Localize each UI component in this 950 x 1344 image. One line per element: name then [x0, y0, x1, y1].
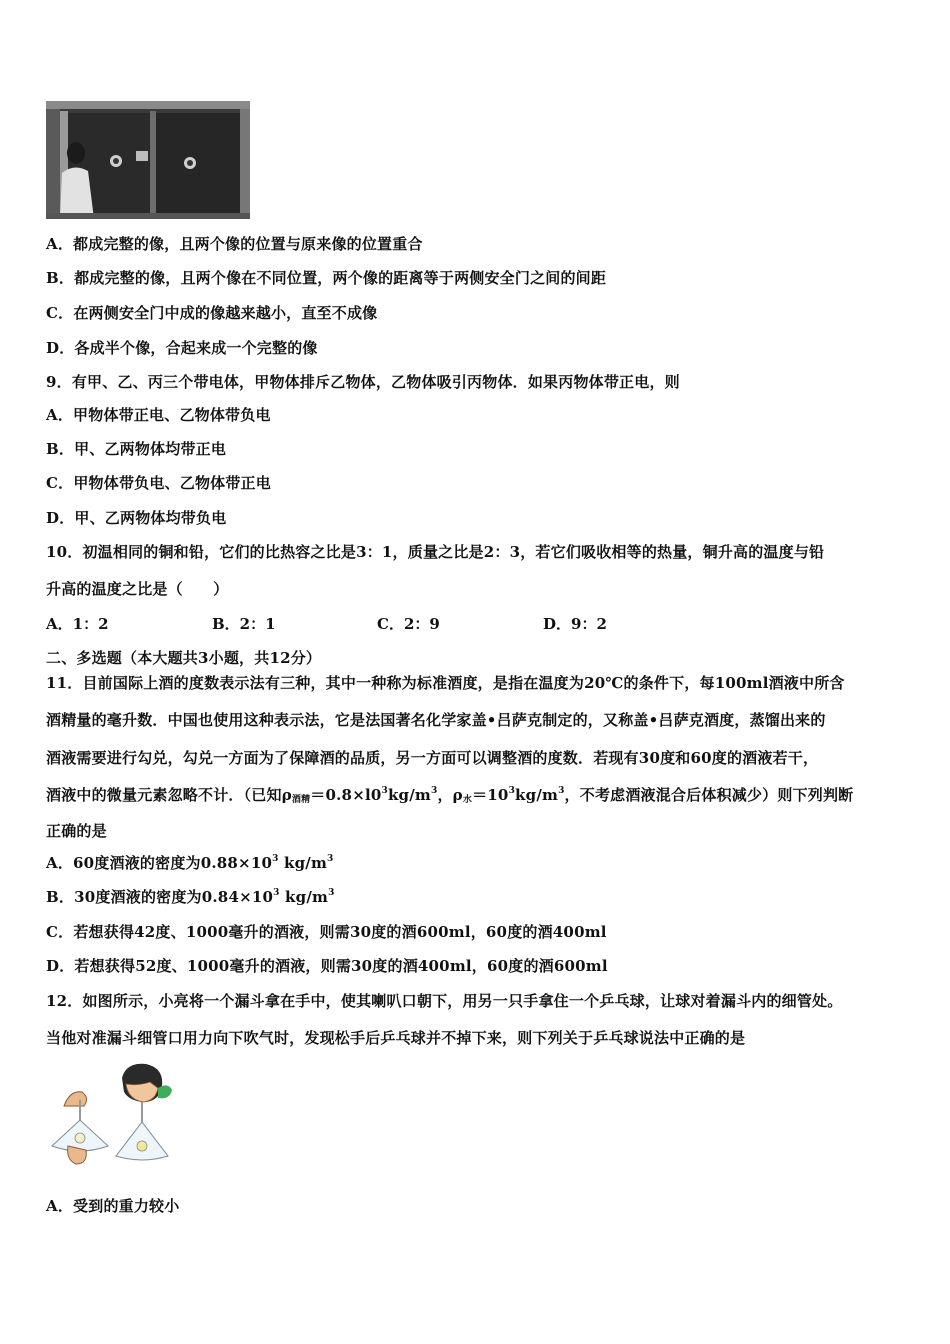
q12-option-a: A．受到的重力较小 — [46, 1197, 180, 1215]
q8-option-c: C．在两侧安全门中成的像越来越小，直至不成像 — [46, 304, 378, 322]
q9-option-d: D．甲、乙两物体均带负电 — [46, 509, 227, 527]
q11-option-c: C．若想获得42度、1000毫升的酒液，则需30度的酒600ml，60度的酒400ml — [46, 923, 607, 941]
q12-line2: 当他对准漏斗细管口用力向下吹气时，发现松手后乒乓球并不掉下来，则下列关于乒乓球说法中正确的是 — [46, 1029, 746, 1047]
q9-option-b: B．甲、乙两物体均带正电 — [46, 440, 227, 458]
q11-line2: 酒精量的毫升数．中国也使用这种表示法，它是法国著名化学家盖•吕萨克制定的，又称盖•吕萨克酒度，蒸馏出来的 — [46, 711, 826, 729]
q9-option-a: A．甲物体带正电、乙物体带负电 — [46, 406, 271, 424]
q10-option-b: B．2：1 — [212, 615, 276, 633]
q12-line1: 12．如图所示，小亮将一个漏斗拿在手中，使其喇叭口朝下，用另一只手拿住一个乒乓球，让球对着漏斗内的细管处。 — [46, 992, 843, 1010]
q11-line4: 酒液中的微量元素忽略不计．（已知$\rho_{酒精}=0.8\times l0^3kg/m^3$，$\rho_水=10^3kg/m^3$，不考虑酒液混合后体积减少）则下列判断 — [46, 786, 854, 805]
q11-line5: 正确的是 — [46, 822, 107, 840]
q10-option-a: A．1：2 — [46, 615, 109, 633]
q11-line1: 11．目前国际上酒的度数表示法有三种，其中一种称为标准酒度，是指在温度为20℃的条件下，每100ml酒液中所含 — [46, 674, 845, 692]
q10-stem-line1: 10．初温相同的铜和铅，它们的比热容之比是3：1，质量之比是2：3，若它们吸收相等的热量，铜升高的温度与铅 — [46, 543, 825, 561]
q9-stem: 9．有甲、乙、丙三个带电体，甲物体排斥乙物体，乙物体吸引丙物体．如果丙物体带正电，则 — [46, 373, 680, 391]
q10-stem-line2: 升高的温度之比是（ ） — [46, 580, 229, 598]
q8-option-d: D．各成半个像，合起来成一个完整的像 — [46, 339, 318, 357]
q10-options — [46, 613, 686, 633]
q8-option-b: B．都成完整的像，且两个像在不同位置，两个像的距离等于两侧安全门之间的间距 — [46, 269, 607, 287]
section2-title: 二、多选题（本大题共3小题，共12分） — [46, 649, 322, 667]
q10-option-d: D．9：2 — [543, 615, 607, 633]
safety-door-photo — [46, 101, 250, 219]
q8-option-a: A．都成完整的像，且两个像的位置与原来像的位置重合 — [46, 235, 423, 253]
q11-option-a: A．60度酒液的密度为$0.88\times 10^3$ $kg/m^3$ — [46, 854, 334, 872]
q10-option-c: C．2：9 — [377, 615, 440, 633]
q11-line3: 酒液需要进行勾兑，勾兑一方面为了保障酒的品质，另一方面可以调整酒的度数．若现有30度和60度的酒液若干， — [46, 749, 819, 767]
q11-option-b: B．30度酒液的密度为$0.84\times 10^3$ $kg/m^3$ — [46, 888, 335, 906]
funnel-figure — [46, 1060, 180, 1172]
q11-option-d: D．若想获得52度、1000毫升的酒液，则需30度的酒400ml，60度的酒600ml — [46, 957, 608, 975]
q9-option-c: C．甲物体带负电、乙物体带正电 — [46, 474, 271, 492]
